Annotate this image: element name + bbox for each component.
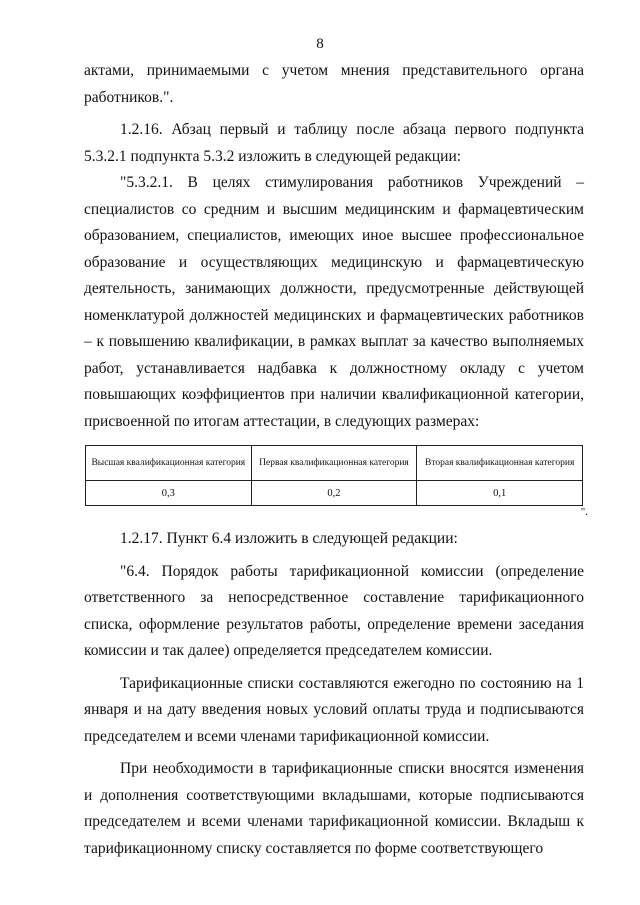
paragraph-tariff-lists: Тарификационные списки составляются ежегодно по состоянию на 1 января и на дату введения новых условий оплаты труда и подписываются председателем и всеми членами тарификационной комиссии. [84, 674, 584, 745]
table-row [86, 481, 583, 506]
page-number: 8 [316, 36, 324, 52]
document-body [84, 58, 588, 862]
paragraph-6-4: "6.4. Порядок работы тарификационной комиссии (определение ответственного за непосредственное составление тарификационного списка, оформление результатов работы, определение времени заседания комиссии и так далее) определяется председателем комиссии. [84, 562, 584, 659]
paragraph-continuation: актами, принимаемыми с учетом мнения представительного органа работников.". [84, 62, 584, 106]
table-cell: 0,2 [251, 481, 417, 506]
table-header-row [86, 446, 583, 481]
qualification-category-table [85, 445, 583, 506]
paragraph-amendments: При необходимости в тарификационные списки вносятся изменения и дополнения соответствующими вкладышами, которые подписываются председателем и всеми членами тарификационной комиссии. Вкладыш к тарификационному списку составляется по форме соответствующего [84, 760, 584, 857]
table-header-cell: Первая квалификационная категория [251, 446, 417, 481]
paragraph-5-3-2-1: "5.3.2.1. В целях стимулирования работников Учреждений – специалистов со средним и высшим медицинским и фармацевтическим образованием, специалистов, имеющих иное высшее профессиональное образование и осуществляющих медицинскую и фармацевтическую деятельность, занимающих должности, предусмотренные действующей номенклатурой должностей медицинских и фармацевтических работников – к повышению квалификации, в рамках выплат за качество выполняемых работ, устанавливается надбавка к должностному окладу с учетом повышающих коэффициентов при наличии квалификационной категории, присвоенной по итогам аттестации, в следующих размерах: [84, 174, 584, 430]
paragraph-1-2-16: 1.2.16. Абзац первый и таблицу после абзаца первого подпункта 5.3.2.1 подпункта 5.3.2 изложить в следующей редакции: [84, 121, 584, 165]
table-header-cell: Высшая квалификационная категория [86, 446, 252, 481]
table-cell: 0,1 [417, 481, 583, 506]
table-cell: 0,3 [86, 481, 252, 506]
table-header-cell: Вторая квалификационная категория [417, 446, 583, 481]
paragraph-1-2-17: 1.2.17. Пункт 6.4 изложить в следующей редакции: [120, 530, 458, 547]
table-closing-quote: ". [580, 506, 588, 518]
